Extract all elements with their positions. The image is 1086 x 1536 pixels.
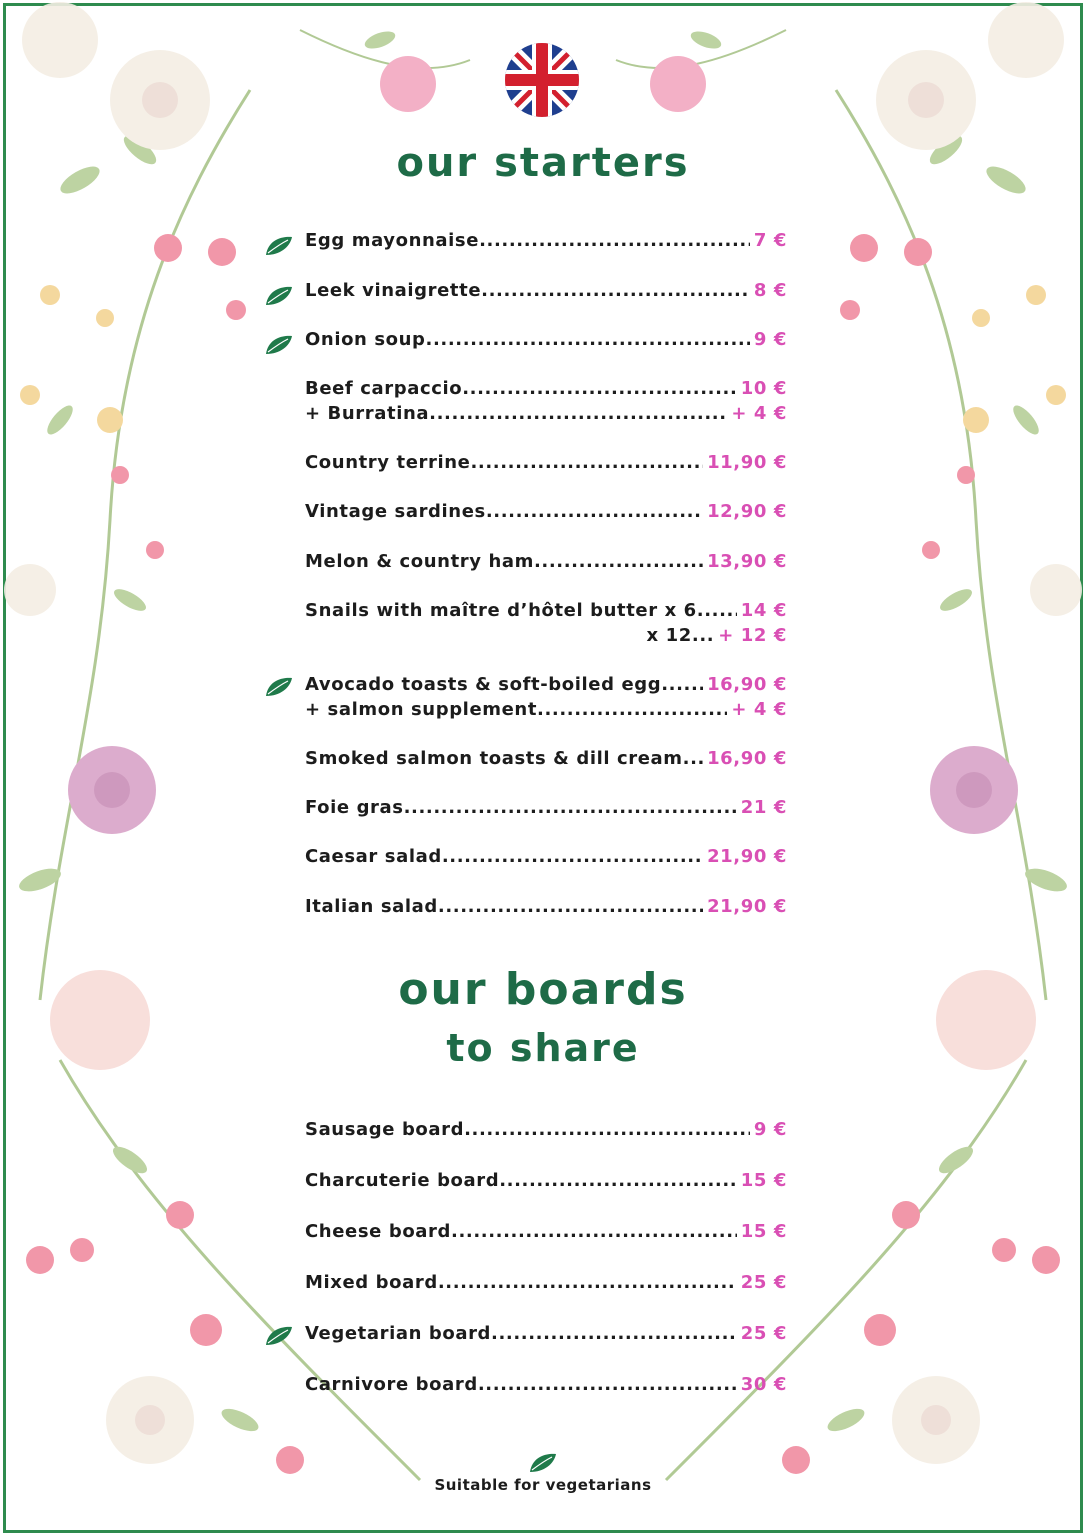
item-extra-price: + 12 €: [718, 625, 787, 646]
leaf-icon: [528, 1452, 558, 1474]
menu-item-vegetarian-board: [305, 1323, 787, 1348]
item-price: 15 €: [740, 1170, 787, 1191]
section-title-boards: our boards: [398, 964, 688, 1015]
item-price: 11,90 €: [707, 452, 787, 473]
item-name: Italian salad: [305, 896, 438, 917]
item-name: Foie gras: [305, 797, 404, 818]
vegetarian-leaf-icon: [264, 285, 294, 307]
item-price: 30 €: [740, 1374, 787, 1395]
vegetarian-leaf-icon: [264, 334, 294, 356]
menu-item-melon-country-ham: [305, 551, 787, 576]
item-price: 21,90 €: [707, 896, 787, 917]
menu-item-sausage-board: [305, 1119, 787, 1144]
item-extra-name: x 12: [646, 625, 692, 646]
vegetarian-leaf-icon: [264, 235, 294, 257]
menu-item-avocado-toasts: [305, 674, 787, 724]
item-extra-name: + salmon supplement: [305, 699, 538, 720]
menu-item-onion-soup: [305, 329, 787, 354]
menu-item-egg-mayonnaise: [305, 230, 787, 255]
menu-item-italian-salad: [305, 896, 787, 921]
item-extra-price: + 4 €: [731, 699, 787, 720]
item-name: Charcuterie board: [305, 1170, 500, 1191]
menu-item-leek-vinaigrette: [305, 280, 787, 305]
item-name: Mixed board: [305, 1272, 438, 1293]
item-price: 12,90 €: [707, 501, 787, 522]
item-name: Vintage sardines: [305, 501, 486, 522]
menu-item-cheese-board: [305, 1221, 787, 1246]
menu-item-foie-gras: [305, 797, 787, 822]
menu-item-carnivore-board: [305, 1374, 787, 1399]
item-price: 10 €: [740, 378, 787, 399]
item-name: Smoked salmon toasts & dill cream: [305, 748, 683, 769]
menu-item-charcuterie-board: [305, 1170, 787, 1195]
item-price: 7 €: [753, 230, 787, 251]
item-name: Cheese board: [305, 1221, 451, 1242]
uk-flag-icon[interactable]: [504, 42, 580, 118]
menu-item-country-terrine: [305, 452, 787, 477]
item-price: 15 €: [740, 1221, 787, 1242]
item-price: 13,90 €: [707, 551, 787, 572]
vegetarian-leaf-icon: [264, 676, 294, 698]
item-name: Melon & country ham: [305, 551, 534, 572]
item-price: 25 €: [740, 1272, 787, 1293]
item-name: Sausage board: [305, 1119, 465, 1140]
item-price: 21 €: [740, 797, 787, 818]
item-extra-name: + Burratina: [305, 403, 430, 424]
menu-item-caesar-salad: [305, 846, 787, 871]
item-name: Snails with maître d’hôtel butter x 6: [305, 600, 697, 621]
item-price: 8 €: [753, 280, 787, 301]
item-extra-price: + 4 €: [731, 403, 787, 424]
menu-item-snails: Snails with maître d’hôtel butter x 6 ..... 14 € x 12 ... + 12 €: [305, 600, 787, 650]
item-price: 14 €: [740, 600, 787, 621]
item-price: 16,90 €: [707, 748, 787, 769]
item-name: Vegetarian board: [305, 1323, 492, 1344]
item-name: Caesar salad: [305, 846, 442, 867]
item-price: 9 €: [753, 1119, 787, 1140]
item-name: Leek vinaigrette: [305, 280, 482, 301]
menu-item-beef-carpaccio: [305, 378, 787, 428]
item-name: Beef carpaccio: [305, 378, 463, 399]
item-name: Egg mayonnaise: [305, 230, 480, 251]
menu-item-smoked-salmon-toasts: [305, 748, 787, 773]
item-price: 25 €: [740, 1323, 787, 1344]
menu-item-vintage-sardines: [305, 501, 787, 526]
menu-item-mixed-board: [305, 1272, 787, 1297]
section-title-starters: our starters: [396, 140, 690, 186]
item-name: Onion soup: [305, 329, 426, 350]
item-name: Carnivore board: [305, 1374, 478, 1395]
vegetarian-leaf-icon: [264, 1325, 294, 1347]
item-price: 9 €: [753, 329, 787, 350]
section-subtitle-boards: to share: [446, 1026, 640, 1070]
item-price: 21,90 €: [707, 846, 787, 867]
vegetarian-legend: Suitable for vegetarians: [434, 1476, 652, 1494]
item-price: 16,90 €: [707, 674, 787, 695]
item-name: Country terrine: [305, 452, 471, 473]
item-name: Avocado toasts & soft-boiled egg: [305, 674, 662, 695]
